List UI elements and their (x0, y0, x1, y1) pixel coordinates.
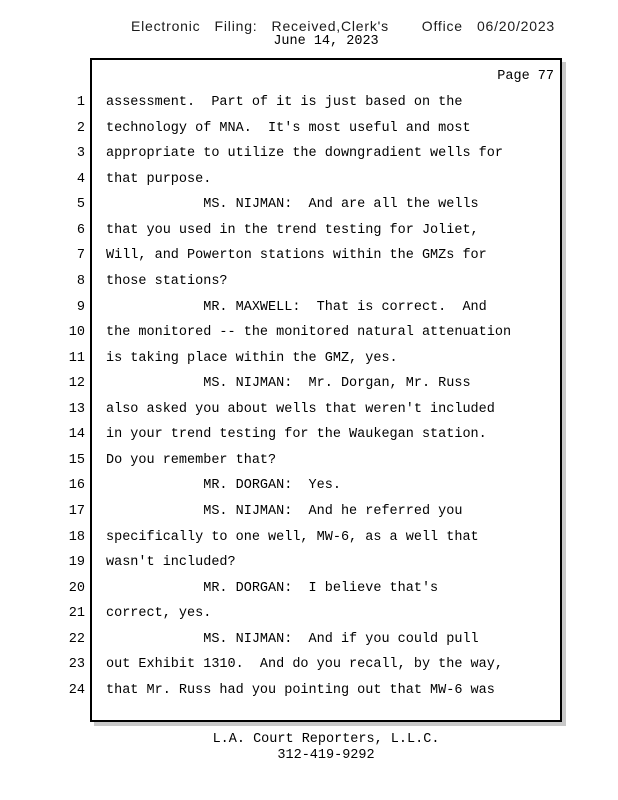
footer-phone: 312-419-9292 (277, 747, 375, 763)
line-text: in your trend testing for the Waukegan station. (106, 427, 487, 443)
transcript-line (0, 90, 618, 116)
line-number: 9 (76, 299, 85, 315)
line-text: that purpose. (106, 171, 212, 187)
line-text: MS. NIJMAN: And are all the wells (106, 197, 479, 213)
line-number: 4 (76, 171, 85, 187)
transcript-line (0, 141, 618, 167)
line-number: 14 (68, 427, 85, 443)
transcript-line (0, 167, 618, 193)
line-text: assessment. Part of it is just based on the (106, 95, 463, 110)
line-text: MS. NIJMAN: And if you could pull (106, 631, 479, 647)
line-number: 17 (68, 504, 85, 519)
transcript-line (0, 295, 618, 321)
line-text: appropriate to utilize the downgradient wells for (106, 146, 503, 162)
line-number: 19 (68, 555, 85, 571)
line-text: MS. NIJMAN: And he referred you (106, 504, 463, 519)
line-text: MR. MAXWELL: That is correct. And (106, 299, 487, 315)
transcript-line (0, 448, 618, 474)
line-number: 3 (76, 146, 85, 162)
transcript-line (0, 371, 618, 397)
transcript-date: June 14, 2023 (273, 34, 379, 49)
transcript-line (0, 218, 618, 244)
line-text: wasn't included? (106, 555, 236, 571)
line-text: MR. DORGAN: Yes. (106, 478, 341, 494)
transcript-line (0, 678, 618, 704)
line-number: 24 (68, 682, 85, 698)
line-number: 20 (68, 580, 85, 596)
line-text: is taking place within the GMZ, yes. (106, 350, 398, 366)
line-number: 16 (68, 478, 85, 494)
transcript-line (0, 576, 618, 602)
transcript-line (0, 652, 618, 678)
line-number: 23 (68, 657, 85, 673)
transcript-line (0, 243, 618, 269)
line-number: 22 (68, 631, 85, 647)
line-number: 18 (68, 529, 85, 545)
line-number: 13 (68, 401, 85, 417)
transcript-line (0, 346, 618, 372)
line-number: 15 (68, 452, 85, 468)
transcript-line (0, 116, 618, 142)
line-text: also asked you about wells that weren't included (106, 401, 495, 417)
line-text: the monitored -- the monitored natural attenuation (106, 325, 512, 341)
line-number: 11 (68, 350, 85, 366)
line-text: Do you remember that? (106, 452, 277, 468)
line-text: technology of MNA. It's most useful and most (106, 120, 471, 136)
transcript-line (0, 499, 618, 525)
page-footer (90, 732, 562, 763)
transcript-line (0, 525, 618, 551)
transcript-line (0, 397, 618, 423)
line-text: that you used in the trend testing for Joliet, (106, 222, 479, 238)
transcript-line (0, 627, 618, 653)
line-text: those stations? (106, 273, 228, 289)
transcript-line (0, 192, 618, 218)
transcript-line (0, 473, 618, 499)
line-number: 6 (76, 222, 85, 238)
transcript-line (0, 422, 618, 448)
footer-company: L.A. Court Reporters, L.L.C. (212, 732, 440, 747)
transcript-line (0, 550, 618, 576)
line-text: specifically to one well, MW-6, as a well that (106, 529, 479, 545)
line-number: 2 (76, 120, 85, 136)
transcript-body (0, 90, 618, 704)
line-text: that Mr. Russ had you pointing out that MW-6 was (106, 682, 495, 698)
line-text: MS. NIJMAN: Mr. Dorgan, Mr. Russ (106, 376, 471, 392)
line-text: correct, yes. (106, 606, 212, 622)
line-number: 21 (68, 606, 85, 622)
page-number: Page 77 (497, 69, 554, 84)
line-number: 7 (76, 248, 85, 264)
line-number: 8 (76, 273, 85, 289)
line-number: 12 (68, 376, 85, 392)
line-number: 10 (68, 325, 85, 341)
transcript-line (0, 269, 618, 295)
efiling-stamp: Electronic Filing: Received,Clerk's Office 06/20/2023 (130, 18, 556, 34)
transcript-line (0, 320, 618, 346)
line-number: 5 (76, 197, 85, 213)
line-text: Will, and Powerton stations within the GMZs for (106, 248, 487, 264)
transcript-line (0, 601, 618, 627)
line-number: 1 (76, 95, 85, 110)
line-text: MR. DORGAN: I believe that's (106, 580, 439, 596)
line-text: out Exhibit 1310. And do you recall, by the way, (106, 657, 503, 673)
